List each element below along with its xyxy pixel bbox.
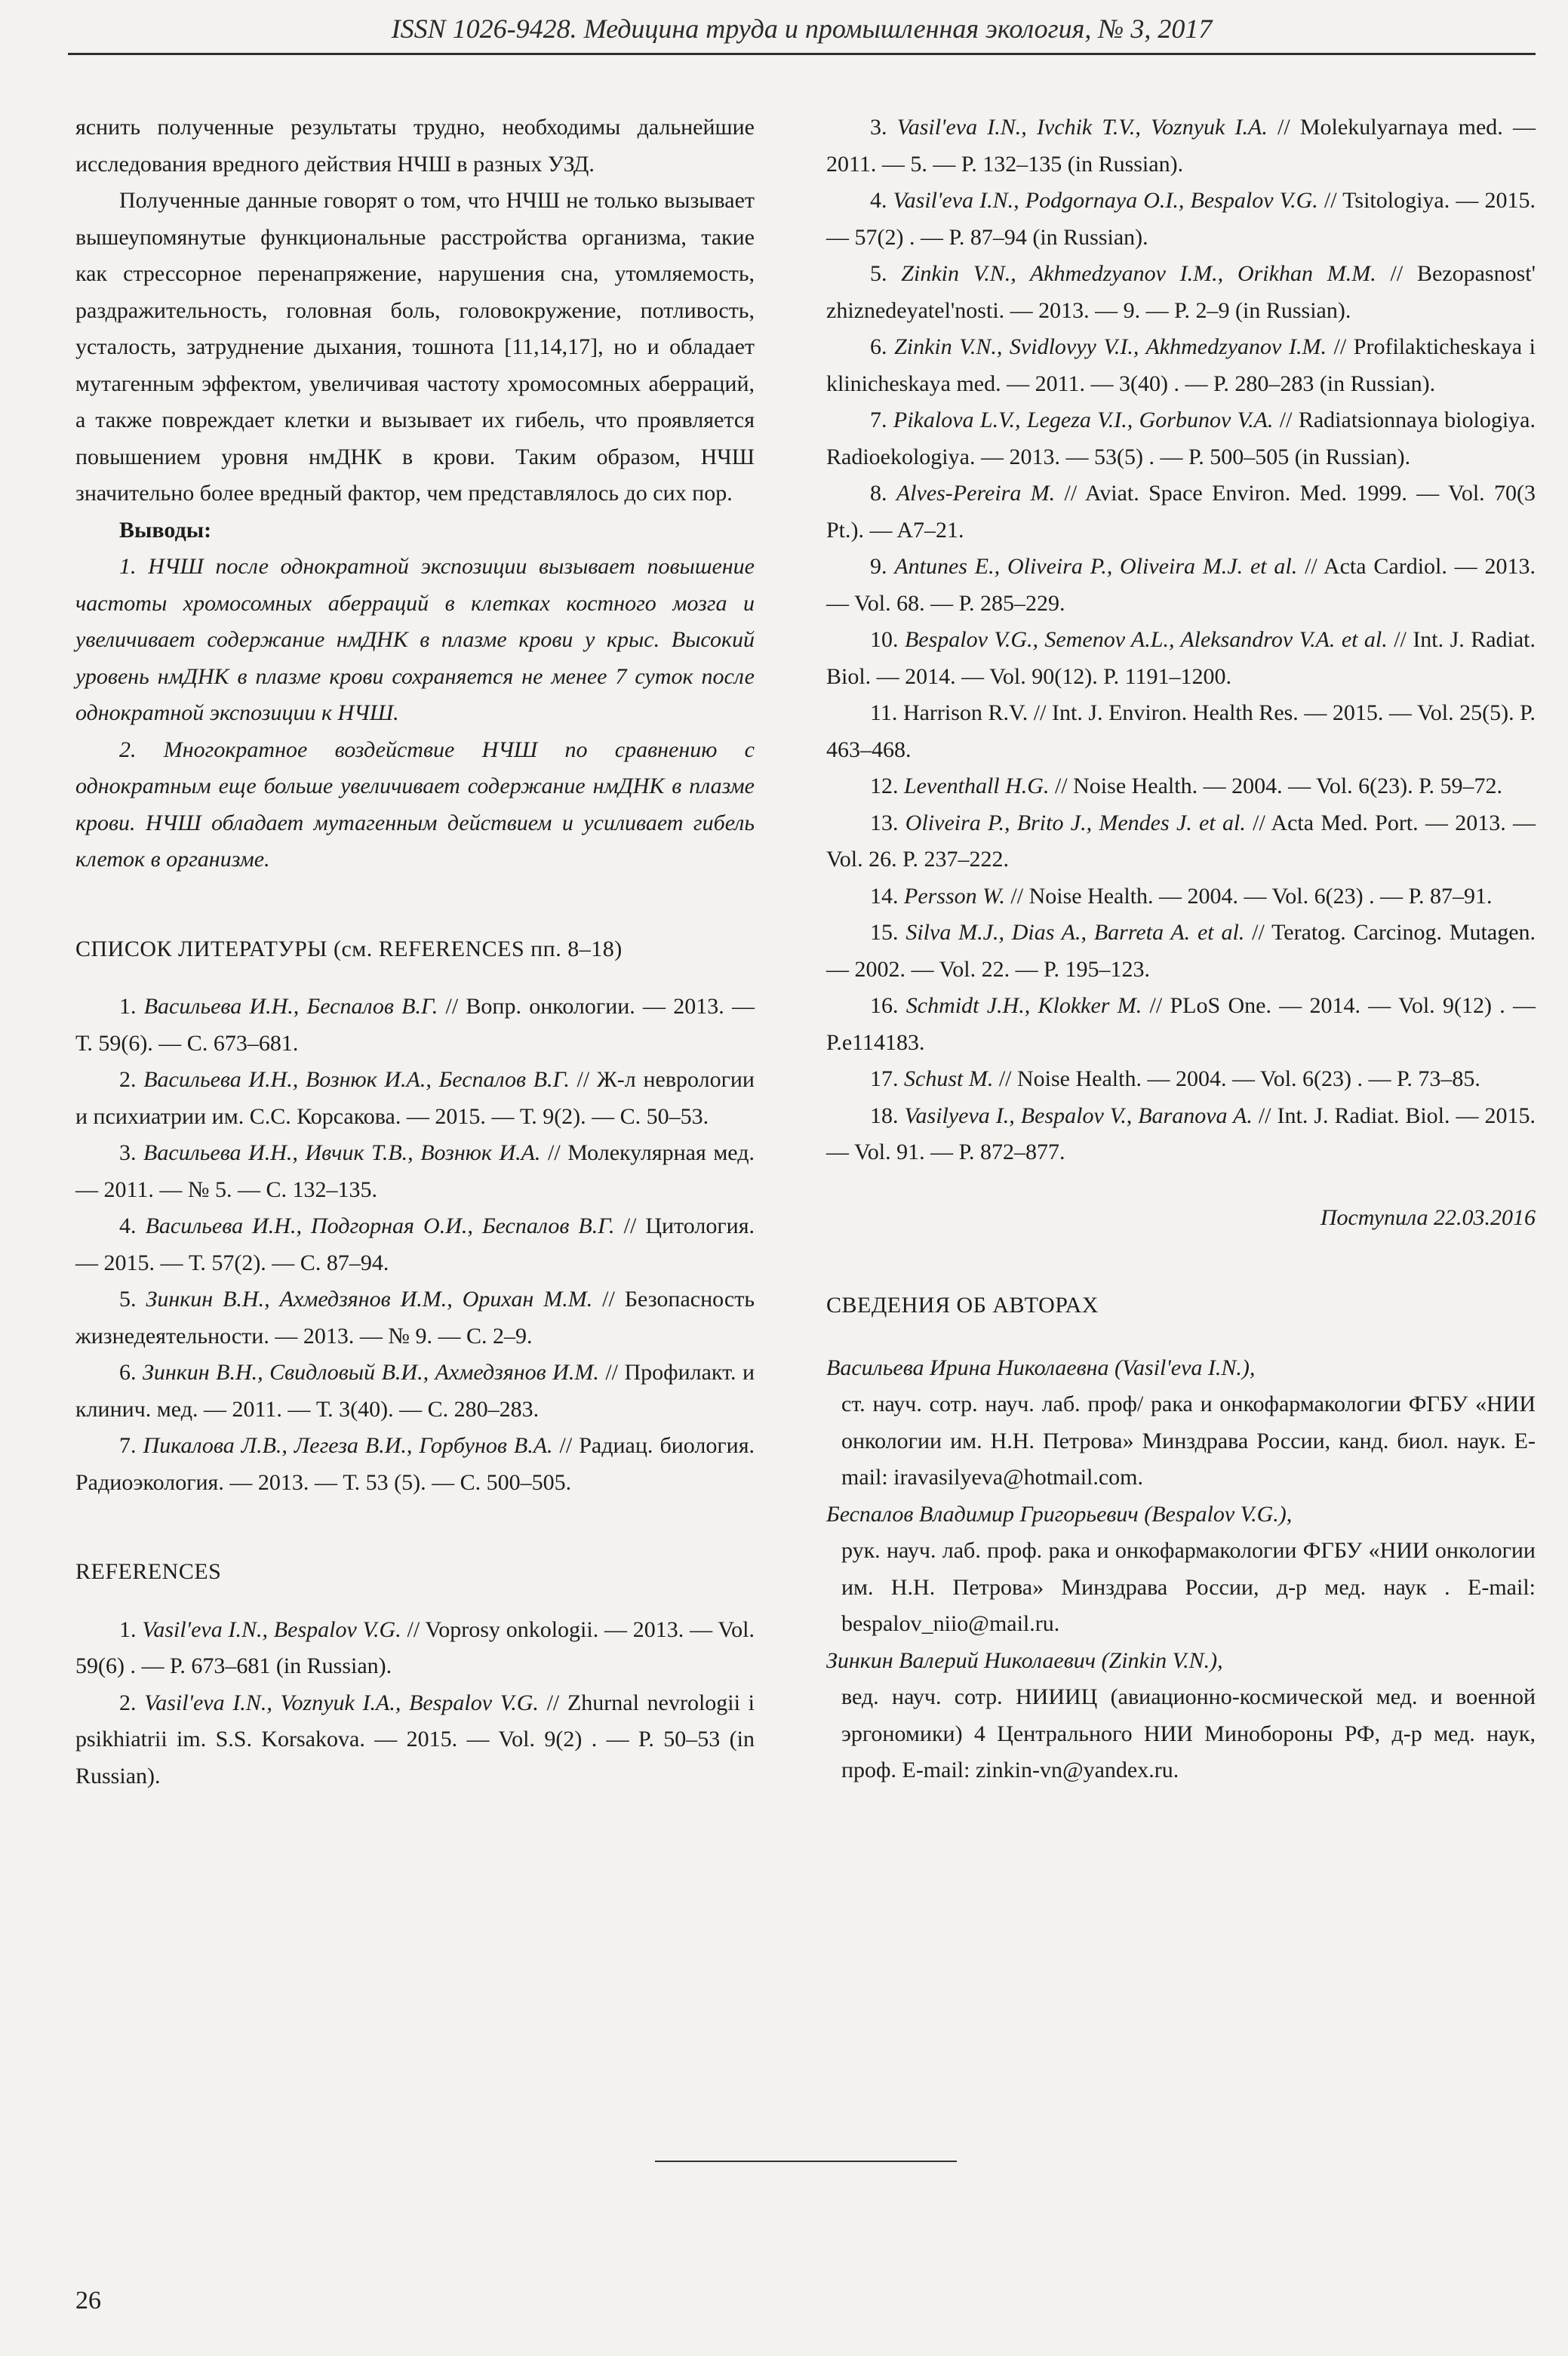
reference-item: 18. Vasilyeva I., Bespalov V., Baranova A. // Int. J. Radiat. Biol. — 2015. — Vol. 91. — P. 872–877.	[826, 1103, 1536, 1164]
reference-item: 1. Vasil'eva I.N., Bespalov V.G. // Voprosy onkologii. — 2013. — Vol. 59(6) . — P. 673–681 (in Russian).	[75, 1616, 755, 1678]
author-info: ст. науч. сотр. науч. лаб. проф/ рака и онкофармакологии ФГБУ «НИИ онкологии им. Н.Н. Петрова» Минздрава России, канд. биол. наук. E-mail: iravasilyeva@hotmail.com.	[841, 1392, 1536, 1490]
reference-item: 6. Zinkin V.N., Svidlovyy V.I., Akhmedzyanov I.M. // Profilakticheskaya i klinicheskaya med. — 2011. — 3(40) . — P. 280–283 (in Russian).	[826, 334, 1536, 396]
reference-item: 4. Vasil'eva I.N., Podgornaya O.I., Bespalov V.G. // Tsitologiya. — 2015. — 57(2) . — P. 87–94 (in Russian).	[826, 188, 1536, 250]
author-name: Васильева Ирина Николаевна (Vasil'eva I.N.),	[826, 1355, 1256, 1380]
footer-divider	[655, 2161, 957, 2162]
reference-item: 10. Bespalov V.G., Semenov A.L., Aleksandrov V.A. et al. // Int. J. Radiat. Biol. — 2014. — Vol. 90(12). P. 1191–1200.	[826, 627, 1536, 689]
reference-item: 6. Зинкин В.Н., Свидловый В.И., Ахмедзянов И.М. // Профилакт. и клинич. мед. — 2011. — Т. 3(40). — С. 280–283.	[75, 1360, 755, 1422]
left-column	[75, 109, 755, 1795]
reference-item: 5. Zinkin V.N., Akhmedzyanov I.M., Orikhan M.M. // Bezopasnost' zhiznedeyatel'nosti. — 2013. — 9. — P. 2–9 (in Russian).	[826, 261, 1536, 323]
reference-item: 11. Harrison R.V. // Int. J. Environ. Health Res. — 2015. — Vol. 25(5). P. 463–468.	[826, 700, 1536, 762]
received-date: Поступила 22.03.2016	[1320, 1204, 1536, 1230]
conclusion-item: 1. НЧШ после однократной экспозиции вызывает повышение частоты хромосомных аберраций в клетках костного мозга и увеличивает содержание нмДНК в плазме крови у крыс. Высокий уровень нмДНК в плазме крови сохраняется не менее 7 суток после однократной экспозиции к НЧШ.	[75, 554, 755, 725]
reference-item: 3. Vasil'eva I.N., Ivchik T.V., Voznyuk I.A. // Molekulyarnaya med. — 2011. — 5. — P. 132–135 (in Russian).	[826, 115, 1536, 177]
reference-item: 3. Васильева И.Н., Ивчик Т.В., Вознюк И.А. // Молекулярная мед. — 2011. — № 5. — С. 132–135.	[75, 1140, 755, 1202]
reference-item: 16. Schmidt J.H., Klokker M. // PLoS One. — 2014. — Vol. 9(12) . — P.e114183.	[826, 993, 1536, 1055]
reference-item: 9. Antunes E., Oliveira P., Oliveira M.J. et al. // Acta Cardiol. — 2013. — Vol. 68. — P. 285–229.	[826, 554, 1536, 616]
reference-item: 2. Vasil'eva I.N., Voznyuk I.A., Bespalov V.G. // Zhurnal nevrologii i psikhiatrii im. S.S. Korsakova. — 2015. — Vol. 9(2) . — P. 50–53 (in Russian).	[75, 1690, 755, 1789]
references-en-heading: REFERENCES	[75, 1559, 222, 1584]
reference-item: 12. Leventhall H.G. // Noise Health. — 2004. — Vol. 6(23). P. 59–72.	[870, 774, 1503, 798]
reference-item: 2. Васильева И.Н., Вознюк И.А., Беспалов В.Г. // Ж-л неврологии и психиатрии им. С.С. Корсакова. — 2015. — Т. 9(2). — С. 50–53.	[75, 1067, 755, 1129]
right-column	[826, 109, 1536, 1789]
references-ru-heading: СПИСОК ЛИТЕРАТУРЫ (см. REFERENCES пп. 8–18)	[75, 936, 623, 961]
reference-item: 5. Зинкин В.Н., Ахмедзянов И.М., Орихан М.М. // Безопасность жизнедеятельности. — 2013. — № 9. — С. 2–9.	[75, 1287, 755, 1349]
journal-header: ISSN 1026-9428. Медицина труда и промышленная экология, № 3, 2017	[391, 14, 1213, 44]
reference-item: 13. Oliveira P., Brito J., Mendes J. et al. // Acta Med. Port. — 2013. — Vol. 26. P. 237–222.	[826, 810, 1536, 872]
conclusions-heading: Выводы:	[119, 517, 212, 543]
reference-item: 4. Васильева И.Н., Подгорная О.И., Беспалов В.Г. // Цитология. — 2015. — Т. 57(2). — С. 87–94.	[75, 1213, 755, 1275]
reference-item: 1. Васильева И.Н., Беспалов В.Г. // Вопр. онкологии. — 2013. — Т. 59(6). — С. 673–681.	[75, 994, 755, 1056]
reference-item: 15. Silva M.J., Dias A., Barreta A. et al. // Teratog. Carcinog. Mutagen. — 2002. — Vol. 22. — P. 195–123.	[826, 920, 1536, 982]
author-info: рук. науч. лаб. проф. рака и онкофармакологии ФГБУ «НИИ онкологии им. Н.Н. Петрова» Минздрава России, д-р мед. наук . E-mail: bespalov_niio@mail.ru.	[841, 1538, 1536, 1636]
references-en-list	[75, 1612, 755, 1795]
references-en-list-continued	[826, 109, 1536, 1171]
reference-item: 17. Schust M. // Noise Health. — 2004. — Vol. 6(23) . — P. 73–85.	[870, 1066, 1480, 1091]
authors-list	[826, 1350, 1536, 1789]
body-paragraph: Полученные данные говорят о том, что НЧШ не только вызывает вышеупомянутые функциональные расстройства организма, такие как стрессорное перенапряжение, нарушения сна, утомляемость, раздражительность, головная боль, головокружение, потливость, усталость, затруднение дыхания, тошнота [11,14,17], но и обладает мутагенным эффектом, увеличивая частоту хромосомных аберраций, а также повреждает клетки и вызывает их гибель, что проявляется повышением уровня нмДНК в крови. Таким образом, НЧШ значительно более вредный фактор, чем представлялось до сих пор.	[75, 188, 755, 506]
reference-item: 14. Persson W. // Noise Health. — 2004. — Vol. 6(23) . — P. 87–91.	[870, 883, 1493, 909]
reference-item: 7. Pikalova L.V., Legeza V.I., Gorbunov V.A. // Radiatsionnaya biologiya. Radioekologiya. — 2013. — 53(5) . — P. 500–505 (in Russian).	[826, 408, 1536, 469]
page-number: 26	[75, 2287, 101, 2314]
reference-item: 8. Alves-Pereira M. // Aviat. Space Environ. Med. 1999. — Vol. 70(3 Pt.). — A7–21.	[826, 481, 1536, 543]
reference-item: 7. Пикалова Л.В., Легеза В.И., Горбунов В.А. // Радиац. биология. Радиоэкология. — 2013. — Т. 53 (5). — С. 500–505.	[75, 1433, 755, 1495]
conclusion-item: 2. Многократное воздействие НЧШ по сравнению с однократным еще больше увеличивает содержание нмДНК в плазме крови. НЧШ обладает мутагенным действием и усиливает гибель клеток в организме.	[75, 737, 755, 872]
references-ru-list	[75, 989, 755, 1501]
body-paragraph: яснить полученные результаты трудно, необходимы дальнейшие исследования вредного действия НЧШ в разных УЗД.	[75, 115, 755, 177]
author-info: вед. науч. сотр. НИИИЦ (авиационно-космической мед. и военной эргономики) 4 Центрального НИИ Минобороны РФ, д-р мед. наук, проф. E-mail: zinkin-vn@yandex.ru.	[841, 1684, 1536, 1782]
author-name: Зинкин Валерий Николаевич (Zinkin V.N.),	[826, 1647, 1223, 1673]
author-name: Беспалов Владимир Григорьевич (Bespalov V.G.),	[826, 1501, 1293, 1527]
header-divider	[68, 53, 1536, 55]
authors-heading: СВЕДЕНИЯ ОБ АВТОРАХ	[826, 1293, 1099, 1318]
